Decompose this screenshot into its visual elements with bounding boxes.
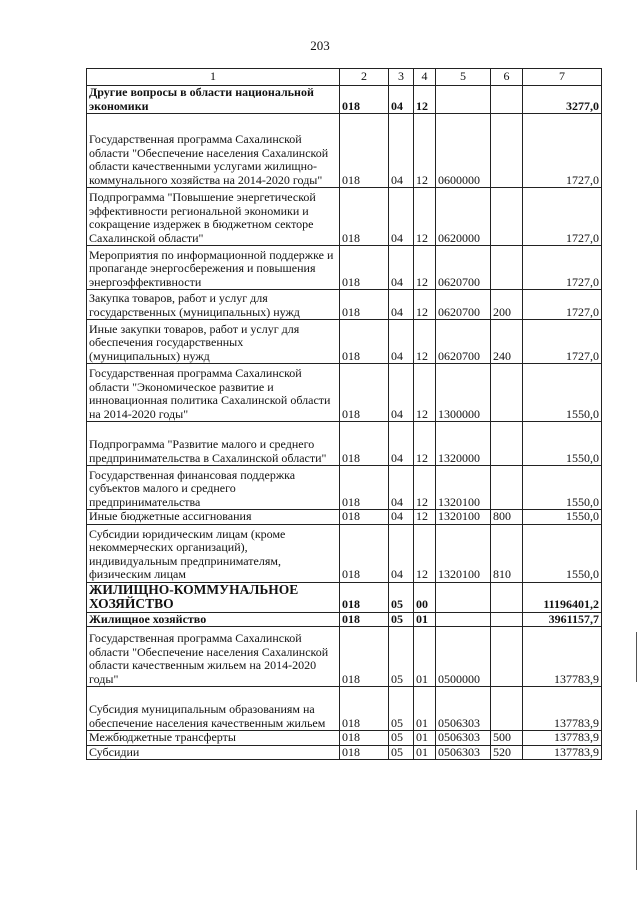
target-article-cell: 1320100: [436, 466, 491, 510]
subsection-code-cell: 01: [414, 627, 436, 687]
row-name-cell: Подпрограмма "Развитие малого и среднего предпринимательства в Сахалинской области": [87, 422, 340, 466]
table-row: [87, 731, 602, 746]
amount-cell: 1727,0: [523, 188, 602, 246]
ministry-code-cell: 018: [340, 582, 389, 612]
section-code-cell: 04: [389, 364, 414, 422]
amount-cell: 137783,9: [523, 687, 602, 731]
target-article-cell: 0506303: [436, 687, 491, 731]
table-row: [87, 745, 602, 760]
target-article-cell: 1300000: [436, 364, 491, 422]
subsection-code-cell: 12: [414, 114, 436, 188]
target-article-cell: [436, 612, 491, 627]
amount-cell: 137783,9: [523, 731, 602, 746]
expense-type-cell: 200: [491, 290, 523, 320]
expense-type-cell: 810: [491, 524, 523, 582]
row-name-cell: Государственная программа Сахалинской области "Обеспечение населения Сахалинской области качественными услугами жилищно-коммунального хозяйства на 2014-2020 годы": [87, 114, 340, 188]
amount-cell: 1727,0: [523, 320, 602, 364]
subsection-code-cell: 00: [414, 582, 436, 612]
table-header-row: [87, 69, 602, 86]
ministry-code-cell: 018: [340, 320, 389, 364]
target-article-cell: 0620700: [436, 290, 491, 320]
expense-type-cell: 240: [491, 320, 523, 364]
header-cell: 2: [340, 69, 389, 86]
subsection-code-cell: 12: [414, 364, 436, 422]
subsection-code-cell: 12: [414, 320, 436, 364]
table-row: [87, 188, 602, 246]
subsection-code-cell: 01: [414, 731, 436, 746]
row-name-cell: Государственная программа Сахалинской области "Экономическое развитие и инновационная политика Сахалинской области на 2014-2020 годы": [87, 364, 340, 422]
table-row: [87, 422, 602, 466]
table-row: [87, 582, 602, 612]
section-code-cell: 04: [389, 422, 414, 466]
scan-edge-line: [636, 810, 637, 870]
page-number: 203: [310, 38, 330, 53]
expense-type-cell: [491, 687, 523, 731]
ministry-code-cell: 018: [340, 246, 389, 290]
section-code-cell: 04: [389, 466, 414, 510]
section-code-cell: 04: [389, 86, 414, 114]
row-name-cell: Подпрограмма "Повышение энергетической эффективности региональной экономики и сокращение издержек в бюджетном секторе Сахалинской области": [87, 188, 340, 246]
expense-type-cell: [491, 114, 523, 188]
table-row: [87, 627, 602, 687]
table-row: [87, 524, 602, 582]
row-name-cell: Мероприятия по информационной поддержке и пропаганде энергосбережения и повышения энергоэффективности: [87, 246, 340, 290]
budget-table: [86, 68, 602, 760]
subsection-code-cell: 12: [414, 188, 436, 246]
subsection-code-cell: 01: [414, 612, 436, 627]
target-article-cell: 1320100: [436, 524, 491, 582]
subsection-code-cell: 12: [414, 290, 436, 320]
section-code-cell: 05: [389, 745, 414, 760]
row-name-cell: ЖИЛИЩНО-КОММУНАЛЬНОЕ ХОЗЯЙСТВО: [87, 582, 340, 612]
section-code-cell: 04: [389, 290, 414, 320]
subsection-code-cell: 12: [414, 524, 436, 582]
expense-type-cell: [491, 364, 523, 422]
expense-type-cell: [491, 612, 523, 627]
section-code-cell: 04: [389, 524, 414, 582]
ministry-code-cell: 018: [340, 510, 389, 525]
section-code-cell: 04: [389, 188, 414, 246]
row-name-cell: Государственная финансовая поддержка субъектов малого и среднего предпринимательства: [87, 466, 340, 510]
table-row: [87, 114, 602, 188]
table-row: [87, 466, 602, 510]
expense-type-cell: [491, 86, 523, 114]
ministry-code-cell: 018: [340, 422, 389, 466]
target-article-cell: 0620000: [436, 188, 491, 246]
expense-type-cell: [491, 582, 523, 612]
target-article-cell: 1320000: [436, 422, 491, 466]
header-cell: 5: [436, 69, 491, 86]
subsection-code-cell: 12: [414, 510, 436, 525]
target-article-cell: 0506303: [436, 731, 491, 746]
amount-cell: 3277,0: [523, 86, 602, 114]
table-row: [87, 612, 602, 627]
section-code-cell: 04: [389, 320, 414, 364]
amount-cell: 1550,0: [523, 524, 602, 582]
ministry-code-cell: 018: [340, 188, 389, 246]
scan-edge-line: [636, 632, 637, 682]
row-name-cell: Иные бюджетные ассигнования: [87, 510, 340, 525]
subsection-code-cell: 12: [414, 246, 436, 290]
section-code-cell: 05: [389, 687, 414, 731]
table-row: [87, 687, 602, 731]
ministry-code-cell: 018: [340, 290, 389, 320]
header-cell: 6: [491, 69, 523, 86]
row-name-cell: Субсидии юридическим лицам (кроме некоммерческих организаций), индивидуальным предпринимателям, физическим лицам: [87, 524, 340, 582]
ministry-code-cell: 018: [340, 114, 389, 188]
amount-cell: 3961157,7: [523, 612, 602, 627]
target-article-cell: [436, 582, 491, 612]
amount-cell: 1550,0: [523, 422, 602, 466]
ministry-code-cell: 018: [340, 731, 389, 746]
subsection-code-cell: 01: [414, 687, 436, 731]
section-code-cell: 05: [389, 582, 414, 612]
row-name-cell: Жилищное хозяйство: [87, 612, 340, 627]
amount-cell: 1550,0: [523, 510, 602, 525]
ministry-code-cell: 018: [340, 364, 389, 422]
amount-cell: 1550,0: [523, 466, 602, 510]
ministry-code-cell: 018: [340, 86, 389, 114]
amount-cell: 137783,9: [523, 745, 602, 760]
subsection-code-cell: 01: [414, 745, 436, 760]
subsection-code-cell: 12: [414, 422, 436, 466]
target-article-cell: 0500000: [436, 627, 491, 687]
section-code-cell: 04: [389, 114, 414, 188]
table-row: [87, 320, 602, 364]
ministry-code-cell: 018: [340, 466, 389, 510]
expense-type-cell: [491, 246, 523, 290]
amount-cell: 1550,0: [523, 364, 602, 422]
row-name-cell: Государственная программа Сахалинской области "Обеспечение населения Сахалинской области качественным жильем на 2014-2020 годы": [87, 627, 340, 687]
header-cell: 4: [414, 69, 436, 86]
amount-cell: 1727,0: [523, 114, 602, 188]
table-row: [87, 364, 602, 422]
target-article-cell: 0620700: [436, 246, 491, 290]
table-row: [87, 246, 602, 290]
section-code-cell: 05: [389, 627, 414, 687]
header-cell: 1: [87, 69, 340, 86]
expense-type-cell: 800: [491, 510, 523, 525]
expense-type-cell: 520: [491, 745, 523, 760]
subsection-code-cell: 12: [414, 86, 436, 114]
amount-cell: 137783,9: [523, 627, 602, 687]
row-name-cell: Закупка товаров, работ и услуг для государственных (муниципальных) нужд: [87, 290, 340, 320]
ministry-code-cell: 018: [340, 524, 389, 582]
target-article-cell: [436, 86, 491, 114]
section-code-cell: 05: [389, 612, 414, 627]
expense-type-cell: [491, 188, 523, 246]
section-code-cell: 05: [389, 731, 414, 746]
row-name-cell: Другие вопросы в области национальной экономики: [87, 86, 340, 114]
ministry-code-cell: 018: [340, 627, 389, 687]
subsection-code-cell: 12: [414, 466, 436, 510]
header-cell: 3: [389, 69, 414, 86]
target-article-cell: 0620700: [436, 320, 491, 364]
row-name-cell: Межбюджетные трансферты: [87, 731, 340, 746]
section-code-cell: 04: [389, 510, 414, 525]
table-row: [87, 86, 602, 114]
ministry-code-cell: 018: [340, 687, 389, 731]
amount-cell: 1727,0: [523, 290, 602, 320]
row-name-cell: Субсидия муниципальным образованиям на обеспечение населения качественным жильем: [87, 687, 340, 731]
section-code-cell: 04: [389, 246, 414, 290]
amount-cell: 11196401,2: [523, 582, 602, 612]
table-row: [87, 510, 602, 525]
ministry-code-cell: 018: [340, 612, 389, 627]
expense-type-cell: [491, 627, 523, 687]
amount-cell: 1727,0: [523, 246, 602, 290]
target-article-cell: 1320100: [436, 510, 491, 525]
expense-type-cell: [491, 466, 523, 510]
ministry-code-cell: 018: [340, 745, 389, 760]
table-row: [87, 290, 602, 320]
row-name-cell: Субсидии: [87, 745, 340, 760]
row-name-cell: Иные закупки товаров, работ и услуг для обеспечения государственных (муниципальных) нужд: [87, 320, 340, 364]
target-article-cell: 0600000: [436, 114, 491, 188]
target-article-cell: 0506303: [436, 745, 491, 760]
expense-type-cell: [491, 422, 523, 466]
expense-type-cell: 500: [491, 731, 523, 746]
header-cell: 7: [523, 69, 602, 86]
